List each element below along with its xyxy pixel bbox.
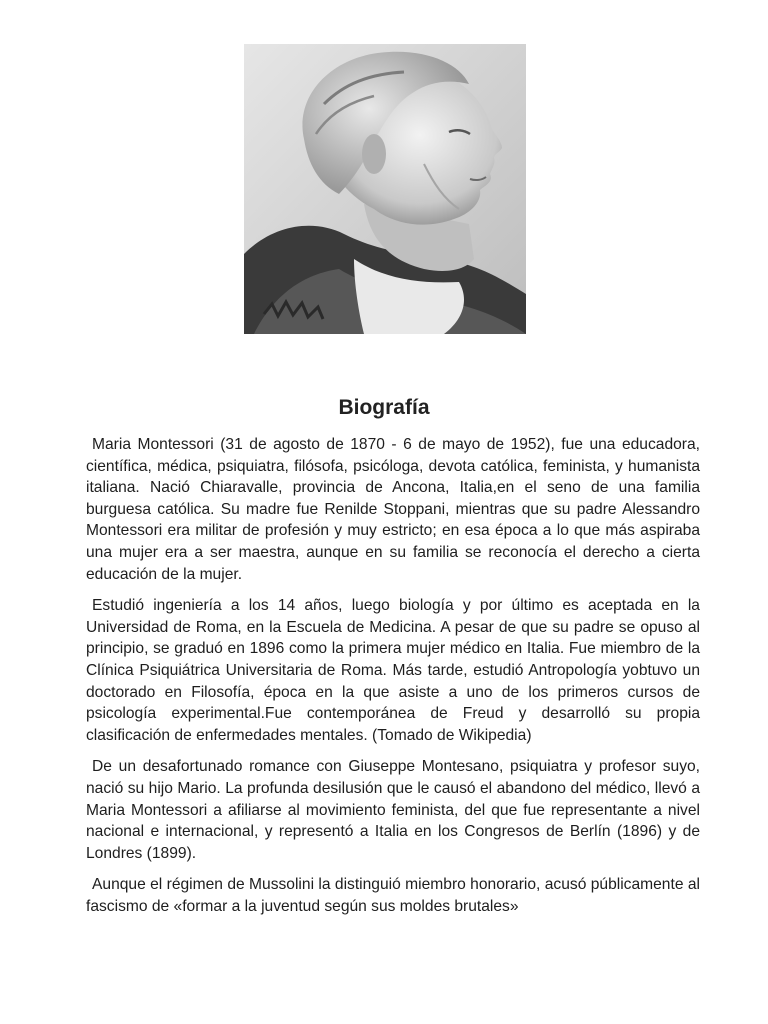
- paragraph-4: Aunque el régimen de Mussolini la distinguió miembro honorario, acusó públicamente al fascismo de «formar a la juventud según sus moldes brutales»: [86, 876, 700, 915]
- paragraph-1: Maria Montessori (31 de agosto de 1870 - 6 de mayo de 1952), fue una educadora, científica, médica, psiquiatra, filósofa, psicóloga, devota católica, feminista, y humanista italiana. Nació Chiaravalle, provincia de Ancona, Italia,en el seno de una familia burguesa católica. Su madre fue Renilde Stoppani, mientras que su padre Alessandro Montessori era militar de profesión y muy estricto; en esa época a lo que más aspiraba una mujer era a ser maestra, aunque en su familia se reconocía el derecho a cierta educación de la mujer.: [86, 436, 700, 583]
- biography-text: [86, 434, 700, 927]
- page-title: Biografía: [338, 396, 430, 419]
- paragraph-3: De un desafortunado romance con Giuseppe Montesano, psiquiatra y profesor suyo, nació su hijo Mario. La profunda desilusión que le causó el abandono del médico, llevó a Maria Montessori a afiliarse al movimiento feminista, del que fue representante a nivel nacional e internacional, y representó a Italia en los Congresos de Berlín (1896) y de Londres (1899).: [86, 758, 700, 862]
- portrait-illustration: [244, 44, 526, 334]
- paragraph-2: Estudió ingeniería a los 14 años, luego biología y por último es aceptada en la Universidad de Roma, en la Escuela de Medicina. A pesar de que su padre se opuso al principio, se graduó en 1896 como la primera mujer médico en Italia. Fue miembro de la Clínica Psiquiátrica Universitaria de Roma. Más tarde, estudió Antropología yobtuvo un doctorado en Filosofía, época en la que asiste a uno de los primeros cursos de psicología experimental.Fue contemporánea de Freud y desarrolló su propia clasificación de enfermedades mentales. (Tomado de Wikipedia): [86, 597, 700, 744]
- portrait-photo: [244, 44, 526, 334]
